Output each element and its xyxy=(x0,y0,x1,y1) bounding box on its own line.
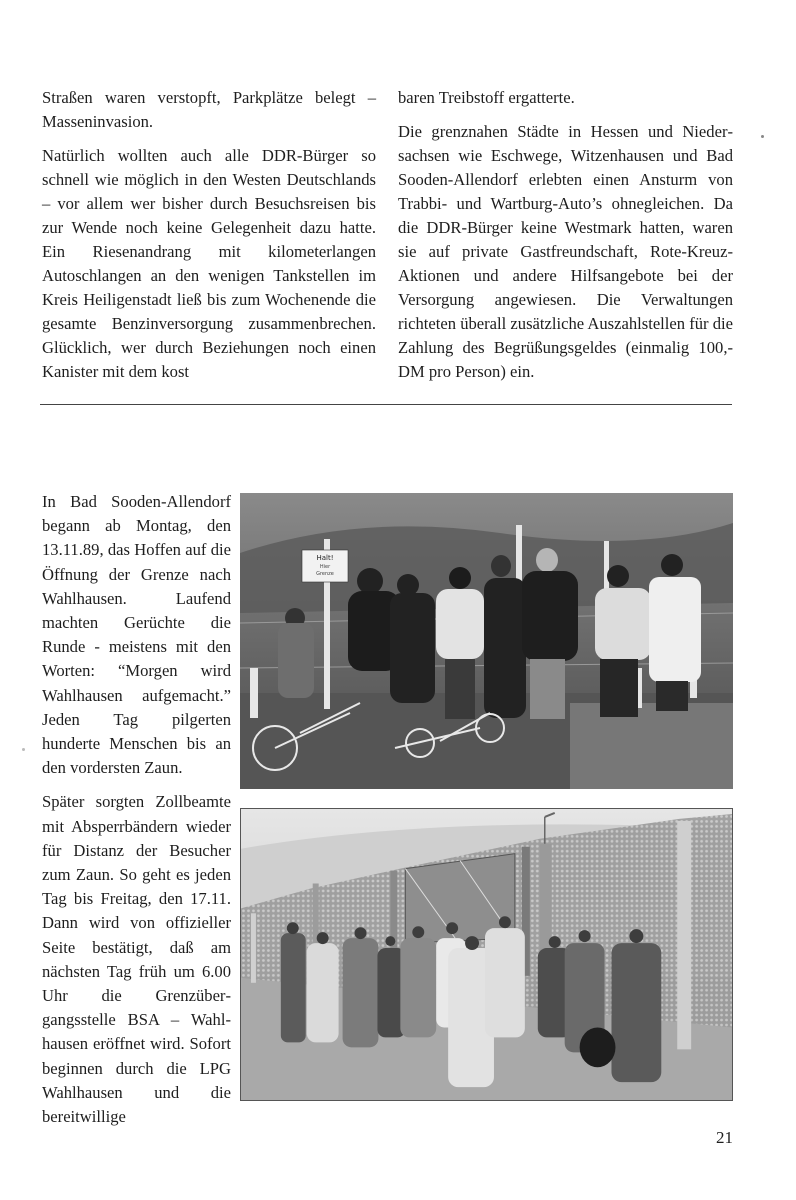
section-divider xyxy=(40,404,732,405)
scan-speck xyxy=(761,135,764,138)
scan-speck xyxy=(22,748,25,751)
border-sign xyxy=(302,550,348,582)
paragraph: Die grenznahen Städte in Hessen und Niedersachsen wie Eschwege, Witzenhausen und Bad Sooden-Allendorf erlebten einen Ansturm von Trabbi- und Wartburg-Auto’s ohnegleichen. Da die DDR-Bürger keine Westmark hatten, waren sie auf private Gastfreundschaft, Rote-Kreuz-Aktionen und andere Hilfsangebote bei der Versorgung angewiesen. Die Verwaltungen richteten überall zusätzliche Auszahlstellen für die Zahlung des Begrüßungsgeldes (einmalig 100,- DM pro Person) ein. xyxy=(398,122,733,381)
svg-text:Hier: Hier xyxy=(319,564,331,570)
svg-text:Grenze: Grenze xyxy=(316,571,334,577)
photo-border-fence-crowd xyxy=(240,493,733,789)
paragraph: Später sorgten Zollbeamte mit Absperrbändern wieder für Distanz der Besucher zum Zaun. So geht es jeden Tag bis Freitag, den 17.11. Dann wird von offizieller Seite bestätigt, daß am nächsten Tag früh um 6.00 Uhr die Grenzübergangsstelle BSA – Wahlhausen eröffnet wird. Sofort beginnen durch die LPG Wahlhausen und die bereitwillige xyxy=(42,792,231,1127)
photo-side-text xyxy=(42,490,231,1139)
svg-text:Halt!: Halt! xyxy=(316,554,334,562)
page-number: 21 xyxy=(716,1128,733,1147)
text-column-right xyxy=(398,86,733,394)
paragraph: Straßen waren verstopft, Parkplätze belegt – Masseninvasion. xyxy=(42,88,376,131)
paragraph: In Bad Sooden-Allendorf begann ab Montag, den 13.11.89, das Hoffen auf die Öffnung der Grenze nach Wahlhausen. Laufend machten Gerüchte die Runde - meistens mit den Worten: “Morgen wird Wahlhausen aufgemacht.” Jeden Tag pilgerten hunderte Menschen bis an den vordersten Zaun. xyxy=(42,492,231,778)
paragraph: Natürlich wollten auch alle DDR-Bürger so schnell wie möglich in den Westen Deutschlands – vor allem wer bisher durch Besuchsreisen bis zur Wende noch keine Gelegenheit dazu hatte. Ein Riesenandrang mit kilometerlangen Autoschlangen an den wenigen Tankstellen im Kreis Heiligenstadt ließ bis zum Wochenende die gesamte Benzinversorgung zusammenbrechen. Glücklich, wer durch Beziehungen noch einen Kanister mit dem kost xyxy=(42,146,376,381)
photo-border-gate-crowd xyxy=(240,808,733,1101)
text-column-left xyxy=(42,86,376,394)
photo-image xyxy=(241,809,732,1100)
paragraph: baren Treibstoff ergatterte. xyxy=(398,88,575,107)
photo-image xyxy=(240,493,733,789)
